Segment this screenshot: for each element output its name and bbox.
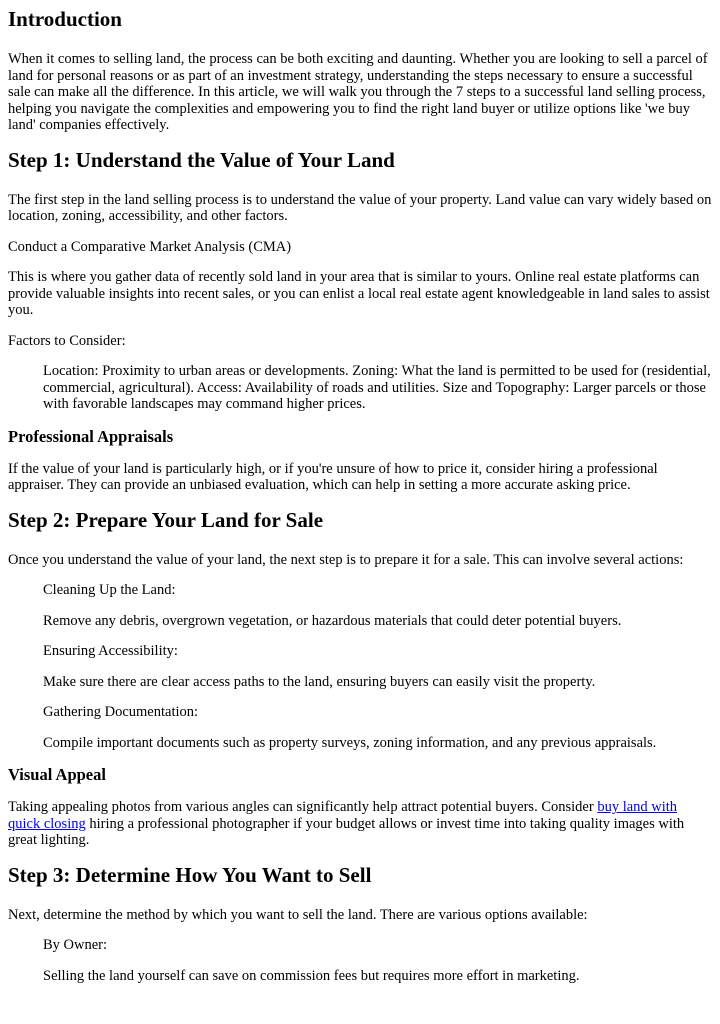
article (0, 7, 720, 984)
step3-list-item: By Owner: (43, 937, 108, 953)
step3-paragraph-1: Next, determine the method by which you want to sell the land. There are various options available: (8, 906, 588, 923)
step1-paragraph-3: This is where you gather data of recently sold land in your area that is similar to yours. Online real estate platforms can provide valuable insights into recent sales, or you can enlist a local real estate agent knowledgeable in land sales to assist you. (8, 269, 710, 318)
step2-list-item: Gathering Documentation: (43, 704, 199, 720)
step2-list-item: Make sure there are clear access paths to the land, ensuring buyers can easily visit the property. (43, 673, 596, 690)
visual-appeal-text-after: hiring a professional photographer if your budget allows or invest time into taking quality images with great lighting. (8, 815, 685, 848)
step3-list-item: Selling the land yourself can save on commission fees but requires more effort in marketing. (43, 967, 580, 984)
step2-list-item: Compile important documents such as property surveys, zoning information, and any previous appraisals. (43, 734, 657, 751)
step1-subheading: Professional Appraisals (8, 426, 174, 446)
buy-land-quick-closing-link[interactable]: buy land with quick closing (8, 799, 678, 832)
intro-paragraph: When it comes to selling land, the process can be both exciting and daunting. Whether you are looking to sell a parcel of land for personal reasons or as part of an investment strategy, understanding the steps necessary to ensure a successful sale can make all the difference. In this article, we will walk you through the 7 steps to a successful land selling process, helping you navigate the complexities and empowering you to find the right land buyer or utilize options like 'we buy land' companies effectively. (8, 51, 708, 133)
step1-factors-list: Location: Proximity to urban areas or developments. Zoning: What the land is permitted to be used for (residential, commercial, agricultural). Access: Availability of roads and utilities. Size and Topography: Larger parcels or those with favorable landscapes may command higher prices. (43, 363, 711, 412)
step1-paragraph-5: If the value of your land is particularly high, or if you're unsure of how to price it, consider hiring a professional appraiser. They can provide an unbiased evaluation, which can help in setting a more accurate asking price. (8, 460, 658, 493)
visual-appeal-text-before: Taking appealing photos from various angles can significantly help attract potential buyers. Consider (8, 799, 598, 815)
step3-heading: Step 3: Determine How You Want to Sell (8, 862, 372, 887)
intro-heading: Introduction (8, 7, 122, 31)
step2-heading: Step 2: Prepare Your Land for Sale (8, 507, 324, 532)
step2-subheading: Visual Appeal (8, 765, 106, 784)
step1-paragraph-2: Conduct a Comparative Market Analysis (CMA) (8, 238, 292, 255)
step1-heading: Step 1: Understand the Value of Your Land (8, 147, 395, 172)
step2-list-item: Ensuring Accessibility: (43, 643, 178, 659)
step2-list-item: Cleaning Up the Land: (43, 582, 176, 598)
step1-paragraph-1: The first step in the land selling process is to understand the value of your property. Land value can vary widely based on location, zoning, accessibility, and other factors. (8, 191, 712, 224)
step2-paragraph-1: Once you understand the value of your land, the next step is to prepare it for a sale. This can involve several actions: (8, 551, 684, 568)
step1-paragraph-4: Factors to Consider: (8, 332, 126, 349)
visual-appeal-paragraph (8, 799, 712, 849)
step2-list-item: Remove any debris, overgrown vegetation, or hazardous materials that could deter potential buyers. (43, 612, 622, 629)
